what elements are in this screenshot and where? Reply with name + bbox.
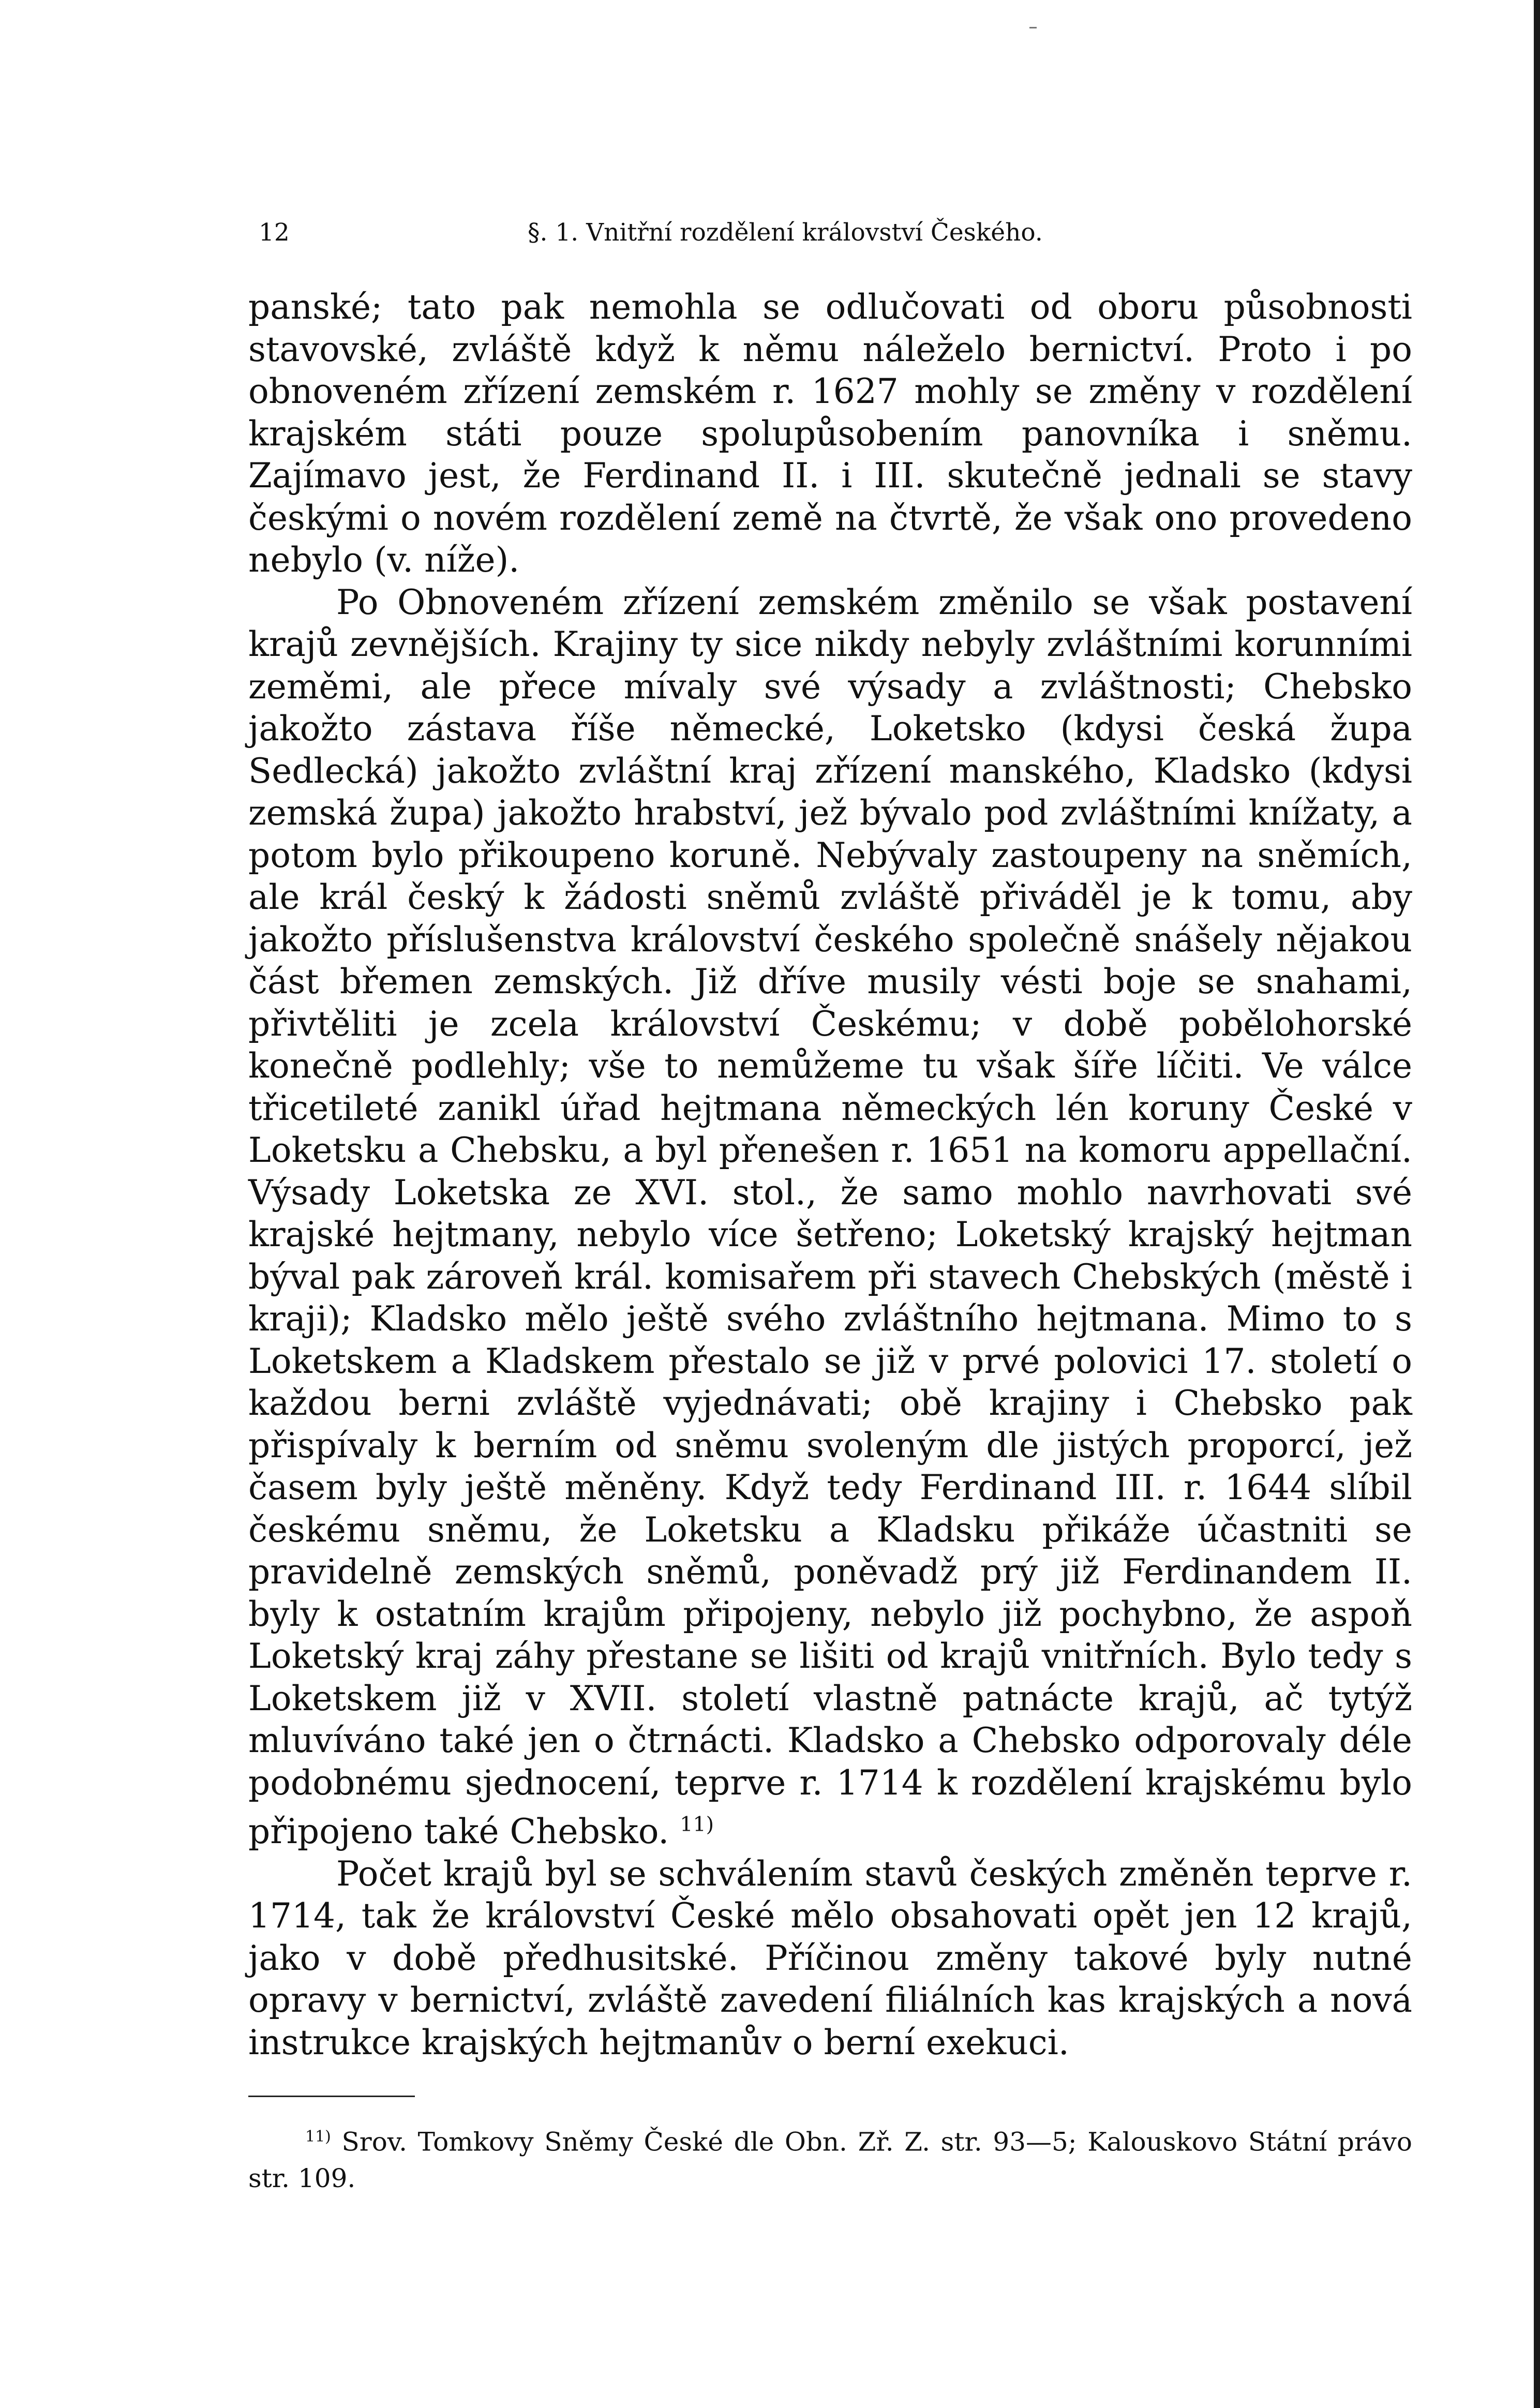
footnote-marker: 11): [305, 2128, 331, 2146]
body-text: [248, 286, 1412, 2063]
footnote-reference: 11): [680, 1813, 714, 1836]
scan-edge: [1534, 0, 1540, 2408]
footnote-separator: [248, 2096, 415, 2097]
page-header: [248, 207, 1412, 259]
scan-speck: [1029, 27, 1037, 28]
paragraph-2-text: Po Obnoveném zřízení zemském změnilo se však postavení krajů zevnějších. Krajiny ty sice nikdy nebyly zvláštními korunními zeměmi, ale přece mívaly své výsady a zvláštnosti; Chebsko jakožto zástava říše německé, Loketsko (kdysi česká župa Sedlecká) jakožto zvláštní kraj zřízení manského, Kladsko (kdysi zemská župa) jakožto hrabství, jež bývalo pod zvláštními knížaty, a potom bylo přikoupeno koruně. Nebývaly zastoupeny na sněmích, ale král český k žádosti sněmů zvláště přiváděl je k tomu, aby jakožto příslušenstva království českého společně snášely nějakou část břemen zemských. Již dříve musily vésti boje se snahami, přivtěliti je zcela království Českému; v době pobělohorské konečně podlehly; vše to nemůžeme tu však šíře líčiti. Ve válce třicetileté zanikl úřad hejtmana německých lén koruny České v Loketsku a Chebsku, a byl přenešen r. 1651 na komoru appellační. Výsady Loketska ze XVI. stol., že samo mohlo navrhovati své krajské hejtmany, nebylo více šetřeno; Loketský krajský hejtman býval pak zároveň král. komisařem při stavech Chebských (městě i kraji); Kladsko mělo ještě svého zvláštního hejtmana. Mimo to s Loketskem a Kladskem přestalo se již v prvé polovici 17. století o každou berni zvláště vyjednávati; obě krajiny i Chebsko pak přispívaly k berním od sněmu svoleným dle jistých proporcí, jež časem byly ještě měněny. Když tedy Ferdinand III. r. 1644 slíbil českému sněmu, že Loketsku a Kladsku přikáže účastniti se pravidelně zemských sněmů, poněvadž prý již Ferdinandem II. byly k ostatním krajům připojeny, nebylo již pochybno, že aspoň Loketský kraj záhy přestane se lišiti od krajů vnitřních. Bylo tedy s Loketskem již v XVII. století vlastně patnácte krajů, ač tytýž mluvíváno také jen o čtrnácti. Kladsko a Chebsko odporovaly déle podobnému sjednocení, teprve r. 1714 k rozdělení krajskému bylo připojeno také Chebsko.: [248, 582, 1412, 1851]
paragraph-2: [248, 581, 1412, 1853]
paragraph-3: Počet krajů byl se schválením stavů českých změněn teprve r. 1714, tak že království České mělo obsahovati opět jen 12 krajů, jako v době předhusitské. Příčinou změny takové byly nutné opravy v bernictví, zvláště zavedení filiálních kas krajských a nová instrukce krajských hejtmanův o berní exekuci.: [248, 1853, 1412, 2062]
footnote-text: Srov. Tomkovy Sněmy České dle Obn. Zř. Z. str. 93—5; Kalouskovo Státní právo str. 109.: [248, 2127, 1412, 2193]
footnote: [248, 2119, 1412, 2196]
running-title: §. 1. Vnitřní rozdělení království Českého.: [528, 218, 1043, 247]
paragraph-1: panské; tato pak nemohla se odlučovati od oboru působnosti stavovské, zvláště když k němu náleželo bernictví. Proto i po obnoveném zřízení zemském r. 1627 mohly se změny v rozdělení krajském státi pouze spolupůsobením panovníka i sněmu. Zajímavo jest, že Ferdinand II. i III. skutečně jednali se stavy českými o novém rozdělení země na čtvrtě, že však ono provedeno nebylo (v. níže).: [248, 287, 1412, 580]
book-page: [248, 207, 1412, 2196]
page-number: 12: [259, 218, 290, 247]
